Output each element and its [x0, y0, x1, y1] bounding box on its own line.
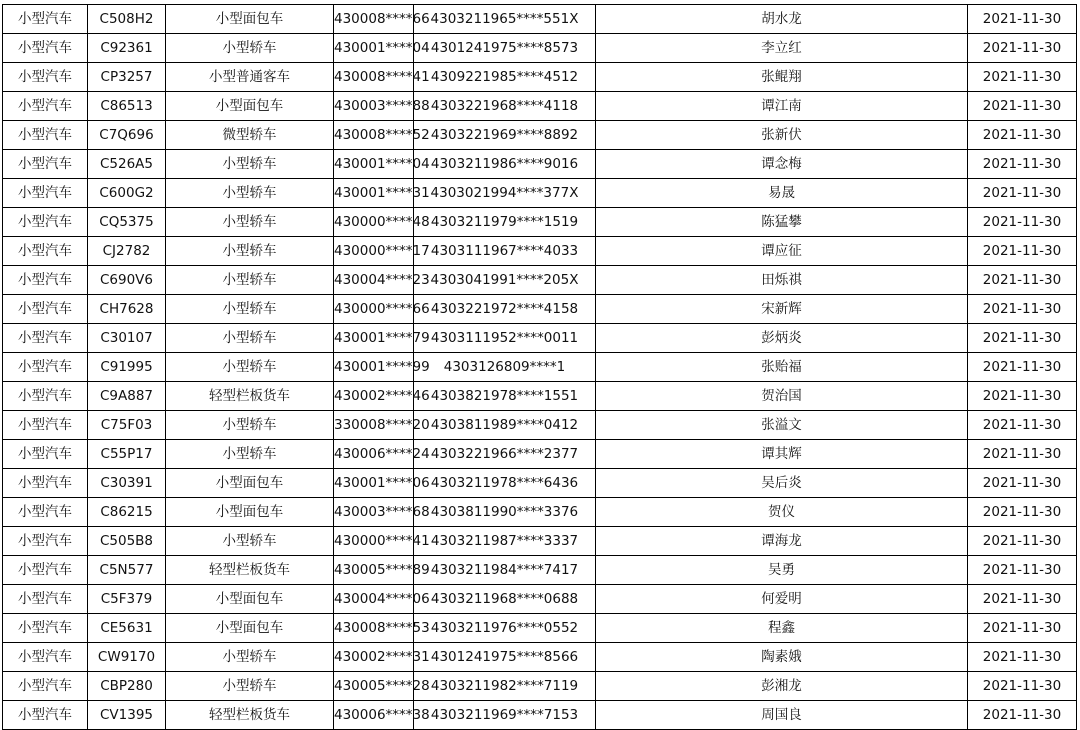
- table-row: [3, 34, 1077, 63]
- vehicle-model-cell: 小型轿车: [166, 179, 334, 208]
- plate-number-cell: CW9170: [88, 643, 166, 672]
- table-row: [3, 266, 1077, 295]
- id-number-cell: 4301241975****8573: [414, 34, 596, 63]
- date-cell: 2021-11-30: [968, 179, 1077, 208]
- code-cell: 430001****99: [334, 353, 414, 382]
- vehicle-model-cell: 小型轿车: [166, 411, 334, 440]
- owner-name-cell: 吴勇: [596, 556, 968, 585]
- date-cell: 2021-11-30: [968, 556, 1077, 585]
- owner-name-cell: 周国良: [596, 701, 968, 730]
- plate-type-cell: 小型汽车: [3, 92, 88, 121]
- vehicle-model-cell: 小型轿车: [166, 440, 334, 469]
- owner-name-cell: 张贻福: [596, 353, 968, 382]
- id-number-cell: 4303221972****4158: [414, 295, 596, 324]
- table-body: [3, 5, 1077, 730]
- owner-name-cell: 贺治国: [596, 382, 968, 411]
- table-row: [3, 295, 1077, 324]
- date-cell: 2021-11-30: [968, 208, 1077, 237]
- date-cell: 2021-11-30: [968, 150, 1077, 179]
- code-cell: 430002****31: [334, 643, 414, 672]
- code-cell: 430003****88: [334, 92, 414, 121]
- table-row: [3, 672, 1077, 701]
- vehicle-model-cell: 轻型栏板货车: [166, 701, 334, 730]
- vehicle-model-cell: 轻型栏板货车: [166, 382, 334, 411]
- date-cell: 2021-11-30: [968, 121, 1077, 150]
- owner-name-cell: 李立红: [596, 34, 968, 63]
- owner-name-cell: 张新伏: [596, 121, 968, 150]
- table-row: [3, 614, 1077, 643]
- owner-name-cell: 张鲲翔: [596, 63, 968, 92]
- plate-number-cell: C508H2: [88, 5, 166, 34]
- plate-number-cell: C30107: [88, 324, 166, 353]
- plate-type-cell: 小型汽车: [3, 324, 88, 353]
- plate-type-cell: 小型汽车: [3, 469, 88, 498]
- id-number-cell: 4303211969****7153: [414, 701, 596, 730]
- vehicle-model-cell: 微型轿车: [166, 121, 334, 150]
- vehicle-record-table: [2, 4, 1077, 730]
- plate-number-cell: CH7628: [88, 295, 166, 324]
- plate-type-cell: 小型汽车: [3, 614, 88, 643]
- date-cell: 2021-11-30: [968, 34, 1077, 63]
- vehicle-model-cell: 小型普通客车: [166, 63, 334, 92]
- table-row: [3, 498, 1077, 527]
- date-cell: 2021-11-30: [968, 614, 1077, 643]
- vehicle-model-cell: 小型轿车: [166, 150, 334, 179]
- vehicle-model-cell: 小型轿车: [166, 237, 334, 266]
- code-cell: 430000****66: [334, 295, 414, 324]
- date-cell: 2021-11-30: [968, 643, 1077, 672]
- code-cell: 430001****31: [334, 179, 414, 208]
- vehicle-model-cell: 小型轿车: [166, 266, 334, 295]
- owner-name-cell: 谭其辉: [596, 440, 968, 469]
- plate-type-cell: 小型汽车: [3, 382, 88, 411]
- plate-number-cell: C75F03: [88, 411, 166, 440]
- vehicle-model-cell: 小型面包车: [166, 469, 334, 498]
- owner-name-cell: 吴后炎: [596, 469, 968, 498]
- date-cell: 2021-11-30: [968, 5, 1077, 34]
- id-number-cell: 4303221969****8892: [414, 121, 596, 150]
- owner-name-cell: 谭应征: [596, 237, 968, 266]
- plate-number-cell: C690V6: [88, 266, 166, 295]
- plate-type-cell: 小型汽车: [3, 527, 88, 556]
- owner-name-cell: 陶素娥: [596, 643, 968, 672]
- id-number-cell: 4303111967****4033: [414, 237, 596, 266]
- date-cell: 2021-11-30: [968, 527, 1077, 556]
- code-cell: 430008****41: [334, 63, 414, 92]
- plate-number-cell: C55P17: [88, 440, 166, 469]
- id-number-cell: 4303221968****4118: [414, 92, 596, 121]
- owner-name-cell: 彭湘龙: [596, 672, 968, 701]
- table-row: [3, 469, 1077, 498]
- table-row: [3, 63, 1077, 92]
- owner-name-cell: 谭江南: [596, 92, 968, 121]
- code-cell: 430000****48: [334, 208, 414, 237]
- id-number-cell: 4303211982****7119: [414, 672, 596, 701]
- vehicle-model-cell: 小型轿车: [166, 353, 334, 382]
- plate-type-cell: 小型汽车: [3, 701, 88, 730]
- date-cell: 2021-11-30: [968, 672, 1077, 701]
- plate-number-cell: CBP280: [88, 672, 166, 701]
- date-cell: 2021-11-30: [968, 382, 1077, 411]
- code-cell: 430000****41: [334, 527, 414, 556]
- plate-number-cell: C5N577: [88, 556, 166, 585]
- code-cell: 430001****04: [334, 34, 414, 63]
- plate-type-cell: 小型汽车: [3, 237, 88, 266]
- id-number-cell: 4303811989****0412: [414, 411, 596, 440]
- table-row: [3, 150, 1077, 179]
- plate-number-cell: CJ2782: [88, 237, 166, 266]
- code-cell: 330008****20: [334, 411, 414, 440]
- vehicle-model-cell: 小型轿车: [166, 34, 334, 63]
- vehicle-model-cell: 轻型栏板货车: [166, 556, 334, 585]
- date-cell: 2021-11-30: [968, 353, 1077, 382]
- code-cell: 430005****89: [334, 556, 414, 585]
- table-row: [3, 208, 1077, 237]
- vehicle-model-cell: 小型面包车: [166, 92, 334, 121]
- date-cell: 2021-11-30: [968, 498, 1077, 527]
- plate-type-cell: 小型汽车: [3, 672, 88, 701]
- owner-name-cell: 易晟: [596, 179, 968, 208]
- plate-number-cell: C7Q696: [88, 121, 166, 150]
- code-cell: 430008****52: [334, 121, 414, 150]
- plate-number-cell: C86513: [88, 92, 166, 121]
- plate-number-cell: C505B8: [88, 527, 166, 556]
- date-cell: 2021-11-30: [968, 324, 1077, 353]
- code-cell: 430005****28: [334, 672, 414, 701]
- id-number-cell: 4303041991****205X: [414, 266, 596, 295]
- id-number-cell: 4303211968****0688: [414, 585, 596, 614]
- table-row: [3, 585, 1077, 614]
- date-cell: 2021-11-30: [968, 92, 1077, 121]
- id-number-cell: 4303211978****6436: [414, 469, 596, 498]
- plate-type-cell: 小型汽车: [3, 295, 88, 324]
- id-number-cell: 4303221966****2377: [414, 440, 596, 469]
- code-cell: 430001****04: [334, 150, 414, 179]
- vehicle-model-cell: 小型轿车: [166, 208, 334, 237]
- vehicle-model-cell: 小型轿车: [166, 295, 334, 324]
- plate-number-cell: C91995: [88, 353, 166, 382]
- plate-type-cell: 小型汽车: [3, 266, 88, 295]
- plate-type-cell: 小型汽车: [3, 498, 88, 527]
- date-cell: 2021-11-30: [968, 295, 1077, 324]
- table-row: [3, 643, 1077, 672]
- code-cell: 430008****53: [334, 614, 414, 643]
- code-cell: 430004****06: [334, 585, 414, 614]
- plate-type-cell: 小型汽车: [3, 121, 88, 150]
- owner-name-cell: 彭炳炎: [596, 324, 968, 353]
- owner-name-cell: 胡水龙: [596, 5, 968, 34]
- table-row: [3, 527, 1077, 556]
- plate-type-cell: 小型汽车: [3, 179, 88, 208]
- plate-type-cell: 小型汽车: [3, 556, 88, 585]
- plate-type-cell: 小型汽车: [3, 411, 88, 440]
- plate-number-cell: C92361: [88, 34, 166, 63]
- plate-number-cell: C9A887: [88, 382, 166, 411]
- date-cell: 2021-11-30: [968, 469, 1077, 498]
- owner-name-cell: 谭念梅: [596, 150, 968, 179]
- code-cell: 430001****06: [334, 469, 414, 498]
- date-cell: 2021-11-30: [968, 411, 1077, 440]
- id-number-cell: 4303211984****7417: [414, 556, 596, 585]
- plate-type-cell: 小型汽车: [3, 440, 88, 469]
- date-cell: 2021-11-30: [968, 701, 1077, 730]
- plate-type-cell: 小型汽车: [3, 353, 88, 382]
- vehicle-model-cell: 小型面包车: [166, 585, 334, 614]
- date-cell: 2021-11-30: [968, 585, 1077, 614]
- code-cell: 430000****17: [334, 237, 414, 266]
- plate-type-cell: 小型汽车: [3, 5, 88, 34]
- vehicle-model-cell: 小型轿车: [166, 324, 334, 353]
- plate-type-cell: 小型汽车: [3, 208, 88, 237]
- vehicle-model-cell: 小型轿车: [166, 643, 334, 672]
- id-number-cell: 4303211986****9016: [414, 150, 596, 179]
- id-number-cell: 4301241975****8566: [414, 643, 596, 672]
- id-number-cell: 4303211976****0552: [414, 614, 596, 643]
- table-row: [3, 701, 1077, 730]
- plate-type-cell: 小型汽车: [3, 34, 88, 63]
- date-cell: 2021-11-30: [968, 440, 1077, 469]
- table-row: [3, 556, 1077, 585]
- table-row: [3, 382, 1077, 411]
- plate-type-cell: 小型汽车: [3, 585, 88, 614]
- id-number-cell: 4303821978****1551: [414, 382, 596, 411]
- table-row: [3, 92, 1077, 121]
- vehicle-model-cell: 小型面包车: [166, 498, 334, 527]
- code-cell: 430006****38: [334, 701, 414, 730]
- table-row: [3, 179, 1077, 208]
- id-number-cell: 4303111952****0011: [414, 324, 596, 353]
- code-cell: 430006****24: [334, 440, 414, 469]
- plate-number-cell: C5F379: [88, 585, 166, 614]
- code-cell: 430008****66: [334, 5, 414, 34]
- plate-type-cell: 小型汽车: [3, 63, 88, 92]
- vehicle-model-cell: 小型轿车: [166, 527, 334, 556]
- plate-type-cell: 小型汽车: [3, 150, 88, 179]
- code-cell: 430003****68: [334, 498, 414, 527]
- owner-name-cell: 张溢文: [596, 411, 968, 440]
- plate-number-cell: C86215: [88, 498, 166, 527]
- id-number-cell: 4303211987****3337: [414, 527, 596, 556]
- date-cell: 2021-11-30: [968, 266, 1077, 295]
- owner-name-cell: 贺仪: [596, 498, 968, 527]
- code-cell: 430002****46: [334, 382, 414, 411]
- code-cell: 430004****23: [334, 266, 414, 295]
- table-row: [3, 121, 1077, 150]
- owner-name-cell: 宋新辉: [596, 295, 968, 324]
- id-number-cell: 4303811990****3376: [414, 498, 596, 527]
- table-row: [3, 440, 1077, 469]
- id-number-cell: 4303211965****551X: [414, 5, 596, 34]
- plate-number-cell: C526A5: [88, 150, 166, 179]
- owner-name-cell: 谭海龙: [596, 527, 968, 556]
- owner-name-cell: 何爱明: [596, 585, 968, 614]
- id-number-cell: 4303021994****377X: [414, 179, 596, 208]
- plate-number-cell: C600G2: [88, 179, 166, 208]
- vehicle-model-cell: 小型面包车: [166, 614, 334, 643]
- id-number-cell: 4309221985****4512: [414, 63, 596, 92]
- id-number-cell: 4303126809****1: [414, 353, 596, 382]
- vehicle-model-cell: 小型面包车: [166, 5, 334, 34]
- plate-number-cell: CV1395: [88, 701, 166, 730]
- vehicle-model-cell: 小型轿车: [166, 672, 334, 701]
- plate-number-cell: CQ5375: [88, 208, 166, 237]
- plate-number-cell: CE5631: [88, 614, 166, 643]
- table-row: [3, 353, 1077, 382]
- table-row: [3, 411, 1077, 440]
- owner-name-cell: 田烁祺: [596, 266, 968, 295]
- date-cell: 2021-11-30: [968, 63, 1077, 92]
- date-cell: 2021-11-30: [968, 237, 1077, 266]
- owner-name-cell: 陈猛攀: [596, 208, 968, 237]
- id-number-cell: 4303211979****1519: [414, 208, 596, 237]
- owner-name-cell: 程鑫: [596, 614, 968, 643]
- plate-number-cell: CP3257: [88, 63, 166, 92]
- plate-number-cell: C30391: [88, 469, 166, 498]
- table-row: [3, 5, 1077, 34]
- table-row: [3, 237, 1077, 266]
- table-row: [3, 324, 1077, 353]
- plate-type-cell: 小型汽车: [3, 643, 88, 672]
- code-cell: 430001****79: [334, 324, 414, 353]
